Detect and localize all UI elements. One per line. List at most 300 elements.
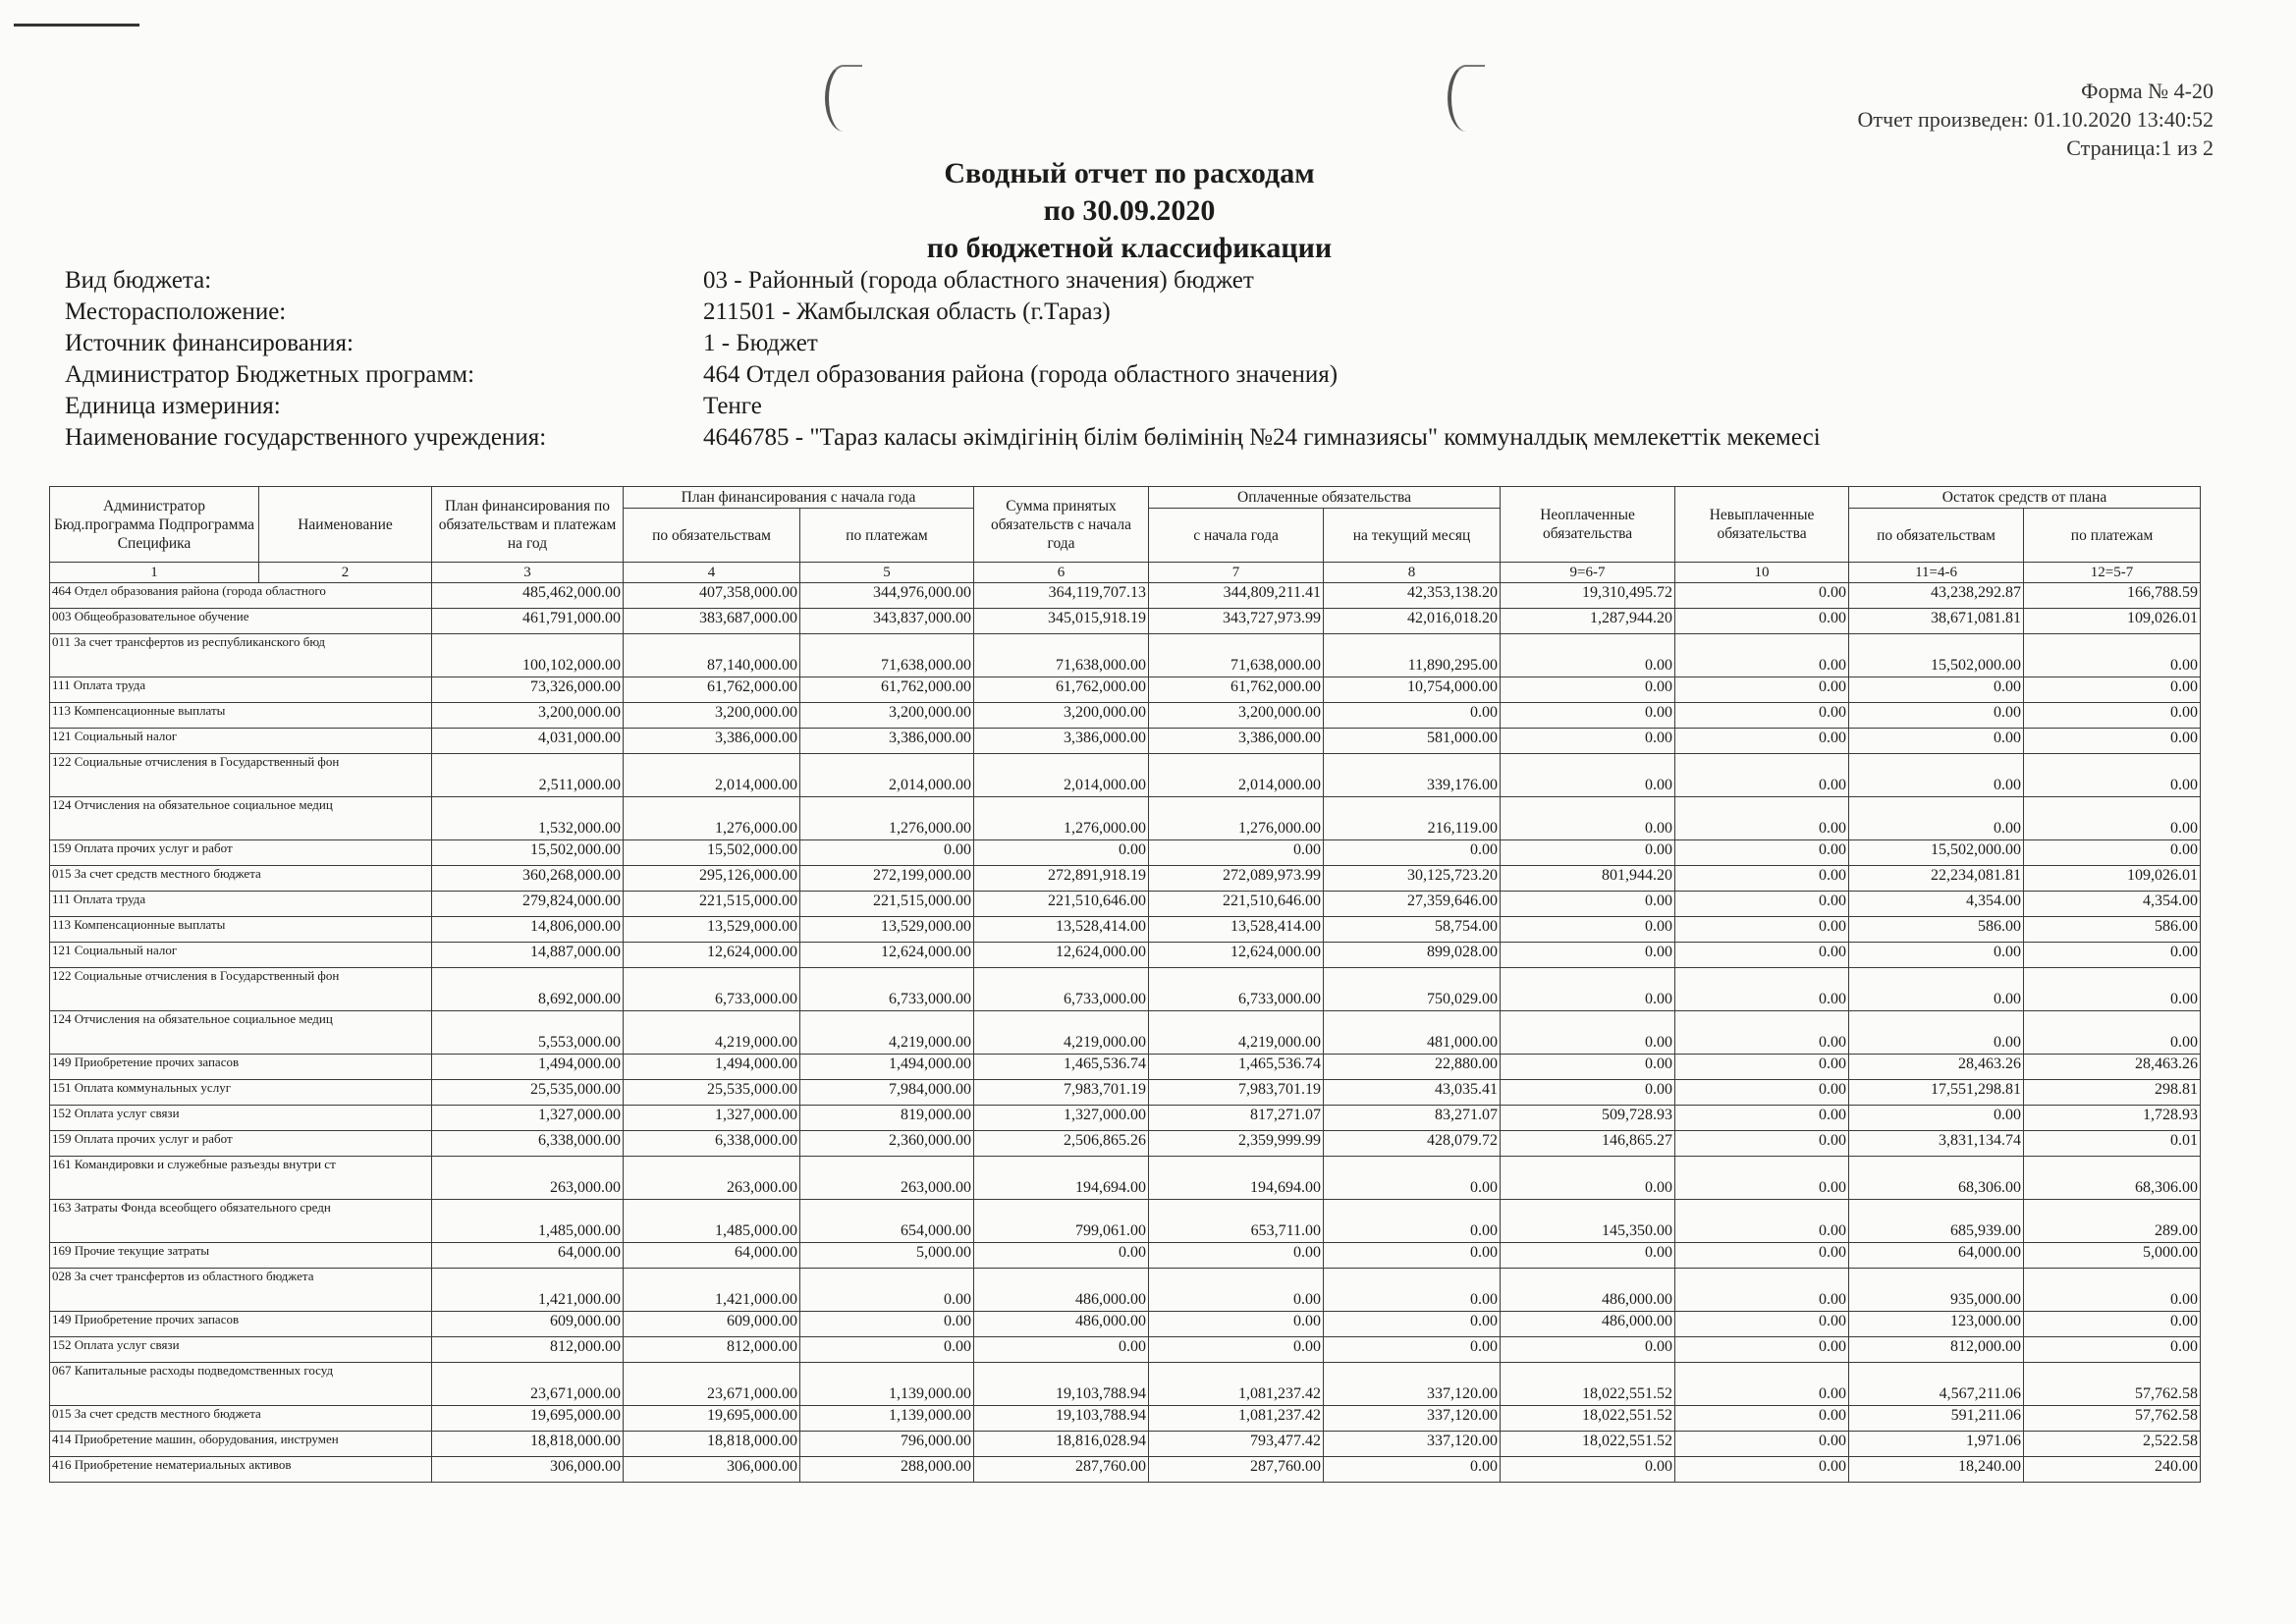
- cell-col-4: 306,000.00: [624, 1457, 800, 1483]
- param-value: 211501 - Жамбылская область (г.Тараз): [703, 298, 1111, 325]
- cell-col-5: 13,529,000.00: [800, 917, 974, 943]
- cell-col-11: 4,354.00: [1849, 892, 2024, 917]
- column-number: 8: [1324, 563, 1501, 583]
- cell-col-8: 899,028.00: [1324, 943, 1501, 968]
- table-row: [50, 1011, 2201, 1055]
- cell-col-5: 263,000.00: [800, 1157, 974, 1200]
- cell-col-11: 0.00: [1849, 729, 2024, 754]
- cell-col-7: 3,386,000.00: [1149, 729, 1324, 754]
- col-header-remain-oblig: по обязательствам: [1849, 509, 2024, 563]
- cell-col-7: 2,359,999.99: [1149, 1131, 1324, 1157]
- column-number: 11=4-6: [1849, 563, 2024, 583]
- cell-col-10: 0.00: [1675, 1406, 1849, 1432]
- row-classification: 169 Прочие текущие затраты: [50, 1243, 432, 1269]
- cell-col-3: 1,421,000.00: [432, 1269, 624, 1312]
- row-classification: 111 Оплата труда: [50, 892, 432, 917]
- cell-col-7: 12,624,000.00: [1149, 943, 1324, 968]
- table-row: [50, 1312, 2201, 1337]
- cell-col-7: 71,638,000.00: [1149, 634, 1324, 677]
- table-row: [50, 754, 2201, 797]
- cell-col-9: 0.00: [1501, 1243, 1675, 1269]
- row-classification: 414 Приобретение машин, оборудования, инструмен: [50, 1432, 432, 1457]
- row-classification: 124 Отчисления на обязательное социальное медиц: [50, 1011, 432, 1055]
- cell-col-10: 0.00: [1675, 1243, 1849, 1269]
- cell-col-8: 10,754,000.00: [1324, 677, 1501, 703]
- cell-col-12: 586.00: [2024, 917, 2201, 943]
- cell-col-9: 0.00: [1501, 917, 1675, 943]
- cell-col-8: 0.00: [1324, 1200, 1501, 1243]
- cell-col-12: 240.00: [2024, 1457, 2201, 1483]
- cell-col-9: 0.00: [1501, 754, 1675, 797]
- cell-col-9: 486,000.00: [1501, 1269, 1675, 1312]
- column-number: 2: [259, 563, 432, 583]
- cell-col-8: 481,000.00: [1324, 1011, 1501, 1055]
- cell-col-7: 0.00: [1149, 1269, 1324, 1312]
- table-row: [50, 1363, 2201, 1406]
- cell-col-3: 100,102,000.00: [432, 634, 624, 677]
- cell-col-9: 0.00: [1501, 840, 1675, 866]
- param-label: Администратор Бюджетных программ:: [65, 361, 475, 388]
- cell-col-4: 61,762,000.00: [624, 677, 800, 703]
- cell-col-3: 25,535,000.00: [432, 1080, 624, 1106]
- cell-col-11: 18,240.00: [1849, 1457, 2024, 1483]
- cell-col-9: 1,287,944.20: [1501, 609, 1675, 634]
- cell-col-7: 1,465,536.74: [1149, 1055, 1324, 1080]
- cell-col-7: 3,200,000.00: [1149, 703, 1324, 729]
- cell-col-6: 0.00: [974, 1243, 1149, 1269]
- cell-col-10: 0.00: [1675, 1312, 1849, 1337]
- table-row: [50, 917, 2201, 943]
- row-classification: 113 Компенсационные выплаты: [50, 917, 432, 943]
- cell-col-11: 0.00: [1849, 968, 2024, 1011]
- row-classification: 122 Социальные отчисления в Государственный фон: [50, 968, 432, 1011]
- cell-col-11: 3,831,134.74: [1849, 1131, 2024, 1157]
- cell-col-6: 2,014,000.00: [974, 754, 1149, 797]
- cell-col-4: 1,421,000.00: [624, 1269, 800, 1312]
- cell-col-3: 2,511,000.00: [432, 754, 624, 797]
- cell-col-12: 0.00: [2024, 1269, 2201, 1312]
- table-row: [50, 1457, 2201, 1483]
- col-header-unpaid: Неоплаченные обязательства: [1501, 487, 1675, 563]
- cell-col-11: 0.00: [1849, 754, 2024, 797]
- cell-col-5: 272,199,000.00: [800, 866, 974, 892]
- row-classification: 113 Компенсационные выплаты: [50, 703, 432, 729]
- cell-col-11: 15,502,000.00: [1849, 840, 2024, 866]
- cell-col-3: 8,692,000.00: [432, 968, 624, 1011]
- cell-col-5: 343,837,000.00: [800, 609, 974, 634]
- cell-col-4: 383,687,000.00: [624, 609, 800, 634]
- cell-col-3: 812,000.00: [432, 1337, 624, 1363]
- cell-col-5: 0.00: [800, 1337, 974, 1363]
- cell-col-12: 0.01: [2024, 1131, 2201, 1157]
- table-row: [50, 1243, 2201, 1269]
- page-indicator: Страница:1 из 2: [2066, 135, 2214, 160]
- table-row: [50, 1432, 2201, 1457]
- cell-col-9: 0.00: [1501, 1337, 1675, 1363]
- cell-col-9: 19,310,495.72: [1501, 583, 1675, 609]
- cell-col-12: 0.00: [2024, 797, 2201, 840]
- cell-col-9: 18,022,551.52: [1501, 1363, 1675, 1406]
- cell-col-11: 38,671,081.81: [1849, 609, 2024, 634]
- cell-col-10: 0.00: [1675, 1011, 1849, 1055]
- cell-col-7: 2,014,000.00: [1149, 754, 1324, 797]
- cell-col-3: 64,000.00: [432, 1243, 624, 1269]
- param-label: Вид бюджета:: [65, 267, 212, 294]
- cell-col-12: 28,463.26: [2024, 1055, 2201, 1080]
- param-value: 03 - Районный (города областного значения) бюджет: [703, 267, 1254, 294]
- cell-col-7: 61,762,000.00: [1149, 677, 1324, 703]
- form-number: Форма № 4-20: [2081, 79, 2214, 103]
- cell-col-12: 0.00: [2024, 1011, 2201, 1055]
- cell-col-8: 337,120.00: [1324, 1406, 1501, 1432]
- row-classification: 149 Приобретение прочих запасов: [50, 1055, 432, 1080]
- cell-col-12: 0.00: [2024, 943, 2201, 968]
- table-row: [50, 583, 2201, 609]
- report-title: [687, 155, 1571, 267]
- cell-col-4: 6,338,000.00: [624, 1131, 800, 1157]
- cell-col-11: 1,971.06: [1849, 1432, 2024, 1457]
- cell-col-10: 0.00: [1675, 840, 1849, 866]
- cell-col-10: 0.00: [1675, 1457, 1849, 1483]
- row-classification: 151 Оплата коммунальных услуг: [50, 1080, 432, 1106]
- scan-top-mark: [14, 24, 139, 27]
- cell-col-5: 2,014,000.00: [800, 754, 974, 797]
- cell-col-9: 0.00: [1501, 1011, 1675, 1055]
- cell-col-12: 0.00: [2024, 1337, 2201, 1363]
- row-classification: 159 Оплата прочих услуг и работ: [50, 840, 432, 866]
- table-row: [50, 1406, 2201, 1432]
- cell-col-8: 11,890,295.00: [1324, 634, 1501, 677]
- cell-col-6: 287,760.00: [974, 1457, 1149, 1483]
- cell-col-3: 360,268,000.00: [432, 866, 624, 892]
- cell-col-6: 272,891,918.19: [974, 866, 1149, 892]
- cell-col-6: 61,762,000.00: [974, 677, 1149, 703]
- cell-col-4: 19,695,000.00: [624, 1406, 800, 1432]
- param-label: Единица измериния:: [65, 393, 281, 419]
- param-label: Месторасположение:: [65, 298, 287, 325]
- cell-col-5: 819,000.00: [800, 1106, 974, 1131]
- cell-col-12: 2,522.58: [2024, 1432, 2201, 1457]
- cell-col-6: 0.00: [974, 1337, 1149, 1363]
- cell-col-4: 3,200,000.00: [624, 703, 800, 729]
- cell-col-9: 0.00: [1501, 1457, 1675, 1483]
- cell-col-9: 0.00: [1501, 703, 1675, 729]
- table-row: [50, 1080, 2201, 1106]
- cell-col-11: 22,234,081.81: [1849, 866, 2024, 892]
- cell-col-4: 812,000.00: [624, 1337, 800, 1363]
- cell-col-6: 194,694.00: [974, 1157, 1149, 1200]
- cell-col-3: 15,502,000.00: [432, 840, 624, 866]
- cell-col-5: 4,219,000.00: [800, 1011, 974, 1055]
- cell-col-4: 6,733,000.00: [624, 968, 800, 1011]
- cell-col-9: 18,022,551.52: [1501, 1432, 1675, 1457]
- cell-col-4: 609,000.00: [624, 1312, 800, 1337]
- column-number: 6: [974, 563, 1149, 583]
- cell-col-7: 0.00: [1149, 1312, 1324, 1337]
- cell-col-10: 0.00: [1675, 1157, 1849, 1200]
- cell-col-11: 586.00: [1849, 917, 2024, 943]
- table-row: [50, 1055, 2201, 1080]
- row-classification: 161 Командировки и служебные разъезды внутри ст: [50, 1157, 432, 1200]
- table-row: [50, 1157, 2201, 1200]
- cell-col-7: 793,477.42: [1149, 1432, 1324, 1457]
- col-header-accepted: Сумма принятых обязательств с начала года: [974, 487, 1149, 563]
- cell-col-5: 221,515,000.00: [800, 892, 974, 917]
- cell-col-11: 68,306.00: [1849, 1157, 2024, 1200]
- cell-col-10: 0.00: [1675, 703, 1849, 729]
- cell-col-9: 0.00: [1501, 797, 1675, 840]
- cell-col-12: 109,026.01: [2024, 609, 2201, 634]
- cell-col-8: 42,016,018.20: [1324, 609, 1501, 634]
- cell-col-8: 30,125,723.20: [1324, 866, 1501, 892]
- cell-col-3: 14,806,000.00: [432, 917, 624, 943]
- cell-col-10: 0.00: [1675, 1269, 1849, 1312]
- cell-col-3: 461,791,000.00: [432, 609, 624, 634]
- table-row: [50, 1200, 2201, 1243]
- cell-col-5: 6,733,000.00: [800, 968, 974, 1011]
- cell-col-6: 6,733,000.00: [974, 968, 1149, 1011]
- cell-col-4: 1,327,000.00: [624, 1106, 800, 1131]
- cell-col-11: 43,238,292.87: [1849, 583, 2024, 609]
- cell-col-3: 23,671,000.00: [432, 1363, 624, 1406]
- cell-col-7: 194,694.00: [1149, 1157, 1324, 1200]
- cell-col-11: 685,939.00: [1849, 1200, 2024, 1243]
- cell-col-8: 337,120.00: [1324, 1432, 1501, 1457]
- cell-col-4: 18,818,000.00: [624, 1432, 800, 1457]
- col-header-remain: Остаток средств от плана: [1849, 487, 2201, 509]
- col-header-paid-start: с начала года: [1149, 509, 1324, 563]
- cell-col-4: 263,000.00: [624, 1157, 800, 1200]
- cell-col-5: 0.00: [800, 1312, 974, 1337]
- cell-col-3: 1,327,000.00: [432, 1106, 624, 1131]
- param-value: 1 - Бюджет: [703, 330, 818, 356]
- cell-col-7: 0.00: [1149, 1337, 1324, 1363]
- cell-col-12: 0.00: [2024, 840, 2201, 866]
- row-classification: 015 За счет средств местного бюджета: [50, 1406, 432, 1432]
- cell-col-12: 0.00: [2024, 634, 2201, 677]
- row-classification: 015 За счет средств местного бюджета: [50, 866, 432, 892]
- row-classification: 028 За счет трансфертов из областного бюджета: [50, 1269, 432, 1312]
- cell-col-4: 13,529,000.00: [624, 917, 800, 943]
- cell-col-10: 0.00: [1675, 1055, 1849, 1080]
- cell-col-5: 1,139,000.00: [800, 1363, 974, 1406]
- cell-col-12: 166,788.59: [2024, 583, 2201, 609]
- cell-col-7: 817,271.07: [1149, 1106, 1324, 1131]
- column-number: 9=6-7: [1501, 563, 1675, 583]
- cell-col-10: 0.00: [1675, 1200, 1849, 1243]
- cell-col-9: 145,350.00: [1501, 1200, 1675, 1243]
- cell-col-12: 109,026.01: [2024, 866, 2201, 892]
- cell-col-6: 7,983,701.19: [974, 1080, 1149, 1106]
- cell-col-4: 4,219,000.00: [624, 1011, 800, 1055]
- table-row: [50, 892, 2201, 917]
- cell-col-3: 5,553,000.00: [432, 1011, 624, 1055]
- cell-col-3: 1,532,000.00: [432, 797, 624, 840]
- cell-col-12: 0.00: [2024, 677, 2201, 703]
- cell-col-8: 0.00: [1324, 703, 1501, 729]
- column-number: 1: [50, 563, 259, 583]
- cell-col-4: 1,494,000.00: [624, 1055, 800, 1080]
- column-number: 4: [624, 563, 800, 583]
- col-header-plan-pay: по платежам: [800, 509, 974, 563]
- cell-col-4: 2,014,000.00: [624, 754, 800, 797]
- cell-col-9: 486,000.00: [1501, 1312, 1675, 1337]
- cell-col-5: 71,638,000.00: [800, 634, 974, 677]
- col-header-plan-from-start: План финансирования с начала года: [624, 487, 974, 509]
- cell-col-4: 23,671,000.00: [624, 1363, 800, 1406]
- cell-col-6: 2,506,865.26: [974, 1131, 1149, 1157]
- cell-col-12: 1,728.93: [2024, 1106, 2201, 1131]
- col-header-plan-oblig: по обязательствам: [624, 509, 800, 563]
- cell-col-5: 0.00: [800, 1269, 974, 1312]
- cell-col-4: 1,485,000.00: [624, 1200, 800, 1243]
- cell-col-3: 263,000.00: [432, 1157, 624, 1200]
- cell-col-8: 0.00: [1324, 840, 1501, 866]
- cell-col-7: 4,219,000.00: [1149, 1011, 1324, 1055]
- cell-col-4: 1,276,000.00: [624, 797, 800, 840]
- cell-col-4: 87,140,000.00: [624, 634, 800, 677]
- cell-col-5: 654,000.00: [800, 1200, 974, 1243]
- cell-col-8: 428,079.72: [1324, 1131, 1501, 1157]
- cell-col-6: 1,465,536.74: [974, 1055, 1149, 1080]
- cell-col-12: 0.00: [2024, 729, 2201, 754]
- cell-col-12: 0.00: [2024, 1312, 2201, 1337]
- cell-col-10: 0.00: [1675, 754, 1849, 797]
- table-row: [50, 634, 2201, 677]
- cell-col-11: 0.00: [1849, 797, 2024, 840]
- cell-col-11: 591,211.06: [1849, 1406, 2024, 1432]
- cell-col-6: 12,624,000.00: [974, 943, 1149, 968]
- cell-col-6: 486,000.00: [974, 1312, 1149, 1337]
- cell-col-9: 0.00: [1501, 729, 1675, 754]
- row-classification: 121 Социальный налог: [50, 943, 432, 968]
- report-timestamp: Отчет произведен: 01.10.2020 13:40:52: [1857, 107, 2214, 132]
- cell-col-6: 345,015,918.19: [974, 609, 1149, 634]
- cell-col-10: 0.00: [1675, 1432, 1849, 1457]
- report-meta: [1858, 77, 2214, 162]
- col-header-admin: Администратор Бюд.программа Подпрограмма Специфика: [50, 487, 259, 563]
- cell-col-9: 0.00: [1501, 943, 1675, 968]
- cell-col-6: 19,103,788.94: [974, 1406, 1149, 1432]
- cell-col-6: 364,119,707.13: [974, 583, 1149, 609]
- cell-col-11: 15,502,000.00: [1849, 634, 2024, 677]
- cell-col-7: 1,276,000.00: [1149, 797, 1324, 840]
- table-row: [50, 609, 2201, 634]
- cell-col-5: 1,276,000.00: [800, 797, 974, 840]
- cell-col-4: 3,386,000.00: [624, 729, 800, 754]
- cell-col-5: 12,624,000.00: [800, 943, 974, 968]
- row-classification: 416 Приобретение нематериальных активов: [50, 1457, 432, 1483]
- cell-col-8: 339,176.00: [1324, 754, 1501, 797]
- cell-col-9: 0.00: [1501, 1055, 1675, 1080]
- cell-col-3: 609,000.00: [432, 1312, 624, 1337]
- cell-col-9: 801,944.20: [1501, 866, 1675, 892]
- cell-col-5: 1,139,000.00: [800, 1406, 974, 1432]
- cell-col-9: 0.00: [1501, 968, 1675, 1011]
- title-line-2: по 30.09.2020: [1043, 194, 1216, 227]
- cell-col-9: 18,022,551.52: [1501, 1406, 1675, 1432]
- col-header-paid: Оплаченные обязательства: [1149, 487, 1501, 509]
- cell-col-6: 1,327,000.00: [974, 1106, 1149, 1131]
- cell-col-8: 83,271.07: [1324, 1106, 1501, 1131]
- cell-col-6: 13,528,414.00: [974, 917, 1149, 943]
- cell-col-7: 1,081,237.42: [1149, 1363, 1324, 1406]
- cell-col-9: 0.00: [1501, 1157, 1675, 1200]
- cell-col-6: 221,510,646.00: [974, 892, 1149, 917]
- cell-col-5: 288,000.00: [800, 1457, 974, 1483]
- cell-col-9: 509,728.93: [1501, 1106, 1675, 1131]
- row-classification: 122 Социальные отчисления в Государственный фон: [50, 754, 432, 797]
- column-numbers-row: [50, 563, 2201, 583]
- cell-col-10: 0.00: [1675, 892, 1849, 917]
- row-classification: 003 Общеобразовательное обучение: [50, 609, 432, 634]
- cell-col-12: 68,306.00: [2024, 1157, 2201, 1200]
- cell-col-7: 221,510,646.00: [1149, 892, 1324, 917]
- row-classification: 011 За счет трансфертов из республиканского бюд: [50, 634, 432, 677]
- cell-col-8: 42,353,138.20: [1324, 583, 1501, 609]
- col-header-plan: План финансирования по обязательствам и платежам на год: [432, 487, 624, 563]
- cell-col-8: 43,035.41: [1324, 1080, 1501, 1106]
- cell-col-9: 0.00: [1501, 634, 1675, 677]
- cell-col-5: 0.00: [800, 840, 974, 866]
- title-line-1: Сводный отчет по расходам: [944, 157, 1315, 189]
- col-header-unissued: Невыплаченные обязательства: [1675, 487, 1849, 563]
- table-row: [50, 677, 2201, 703]
- cell-col-11: 64,000.00: [1849, 1243, 2024, 1269]
- column-number: 3: [432, 563, 624, 583]
- cell-col-9: 0.00: [1501, 892, 1675, 917]
- table-row: [50, 968, 2201, 1011]
- cell-col-4: 25,535,000.00: [624, 1080, 800, 1106]
- cell-col-12: 298.81: [2024, 1080, 2201, 1106]
- cell-col-8: 0.00: [1324, 1157, 1501, 1200]
- cell-col-8: 750,029.00: [1324, 968, 1501, 1011]
- table-row: [50, 840, 2201, 866]
- cell-col-3: 73,326,000.00: [432, 677, 624, 703]
- cell-col-6: 3,386,000.00: [974, 729, 1149, 754]
- cell-col-11: 4,567,211.06: [1849, 1363, 2024, 1406]
- cell-col-5: 796,000.00: [800, 1432, 974, 1457]
- cell-col-9: 0.00: [1501, 677, 1675, 703]
- cell-col-10: 0.00: [1675, 1106, 1849, 1131]
- cell-col-8: 58,754.00: [1324, 917, 1501, 943]
- cell-col-4: 221,515,000.00: [624, 892, 800, 917]
- cell-col-10: 0.00: [1675, 968, 1849, 1011]
- cell-col-3: 4,031,000.00: [432, 729, 624, 754]
- param-value: Тенге: [703, 393, 762, 419]
- cell-col-7: 6,733,000.00: [1149, 968, 1324, 1011]
- cell-col-6: 1,276,000.00: [974, 797, 1149, 840]
- table-row: [50, 1269, 2201, 1312]
- col-header-paid-month: на текущий месяц: [1324, 509, 1501, 563]
- cell-col-4: 295,126,000.00: [624, 866, 800, 892]
- cell-col-12: 0.00: [2024, 968, 2201, 1011]
- cell-col-7: 7,983,701.19: [1149, 1080, 1324, 1106]
- cell-col-5: 344,976,000.00: [800, 583, 974, 609]
- cell-col-10: 0.00: [1675, 1337, 1849, 1363]
- table-row: [50, 943, 2201, 968]
- cell-col-6: 71,638,000.00: [974, 634, 1149, 677]
- cell-col-5: 61,762,000.00: [800, 677, 974, 703]
- cell-col-11: 0.00: [1849, 1011, 2024, 1055]
- column-number: 10: [1675, 563, 1849, 583]
- cell-col-8: 0.00: [1324, 1269, 1501, 1312]
- cell-col-12: 0.00: [2024, 754, 2201, 797]
- cell-col-8: 0.00: [1324, 1457, 1501, 1483]
- cell-col-3: 18,818,000.00: [432, 1432, 624, 1457]
- cell-col-10: 0.00: [1675, 1131, 1849, 1157]
- table-row: [50, 729, 2201, 754]
